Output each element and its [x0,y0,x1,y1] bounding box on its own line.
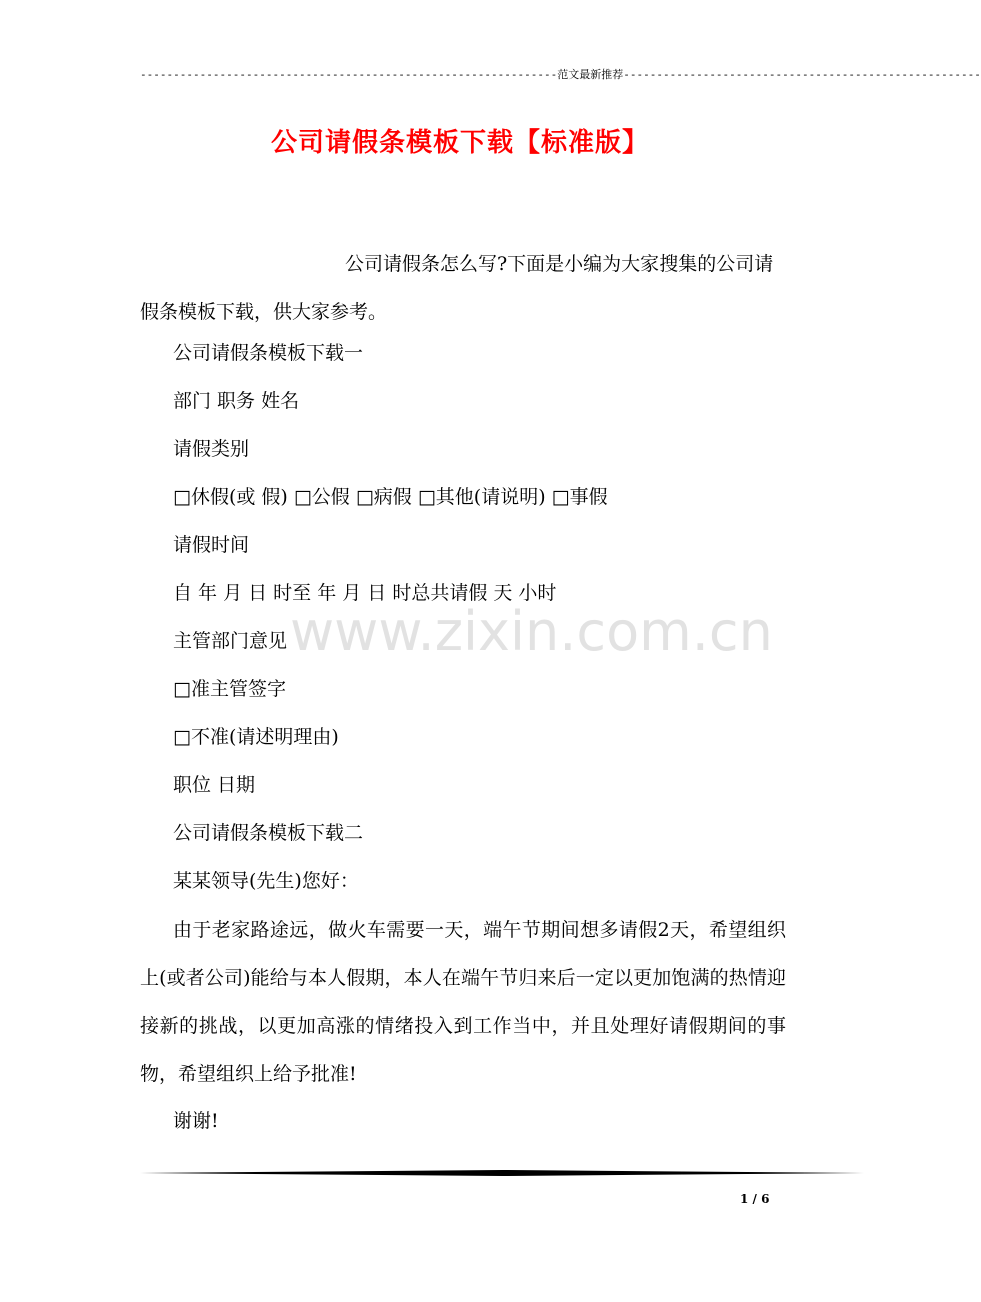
form-line-manager-opinion: 主管部门意见 [173,630,288,652]
section-heading-2: 公司请假条模板下载二 [173,822,364,844]
section-heading-1: 公司请假条模板下载一 [173,342,364,364]
watermark: www.zixin.com.cn [290,600,773,663]
form-line-approve: □准主管签字 [173,678,286,700]
footer-divider [140,1168,864,1178]
form-line-position-date: 职位 日期 [173,774,256,796]
page-number: 1 / 6 [740,1192,770,1206]
document-title: 公司请假条模板下载【标准版】 [270,128,649,158]
form-line-leave-type-options: □休假(或 假) □公假 □病假 □其他(请说明) □事假 [173,486,608,508]
form-line-leave-time: 自 年 月 日 时至 年 月 日 时总共请假 天 小时 [173,582,557,604]
letter-body: 由于老家路途远，做火车需要一天，端午节期间想多请假2天，希望组织上(或者公司)能给与本人假期，本人在端午节归来后一定以更加饱满的热情迎接新的挑战，以更加高涨的情绪投入到工作当中，并且处理好请假期间的事物，希望组织上给予批准! [140,919,786,1085]
letter-salutation: 某某领导(先生)您好： [173,870,359,892]
form-line-leave-time-label: 请假时间 [173,534,250,556]
letter-closing: 谢谢! [173,1110,219,1132]
form-line-reject: □不准(请述明理由) [173,726,339,748]
form-line-department: 部门 职务 姓名 [173,390,300,412]
intro-paragraph: 公司请假条怎么写?下面是小编为大家搜集的公司请假条模板下载，供大家参考。 [140,253,774,323]
page-header: ---------------------------------------------------------------范文最新推荐------------------------------------------------------ [140,68,981,81]
form-line-leave-type-label: 请假类别 [173,438,250,460]
